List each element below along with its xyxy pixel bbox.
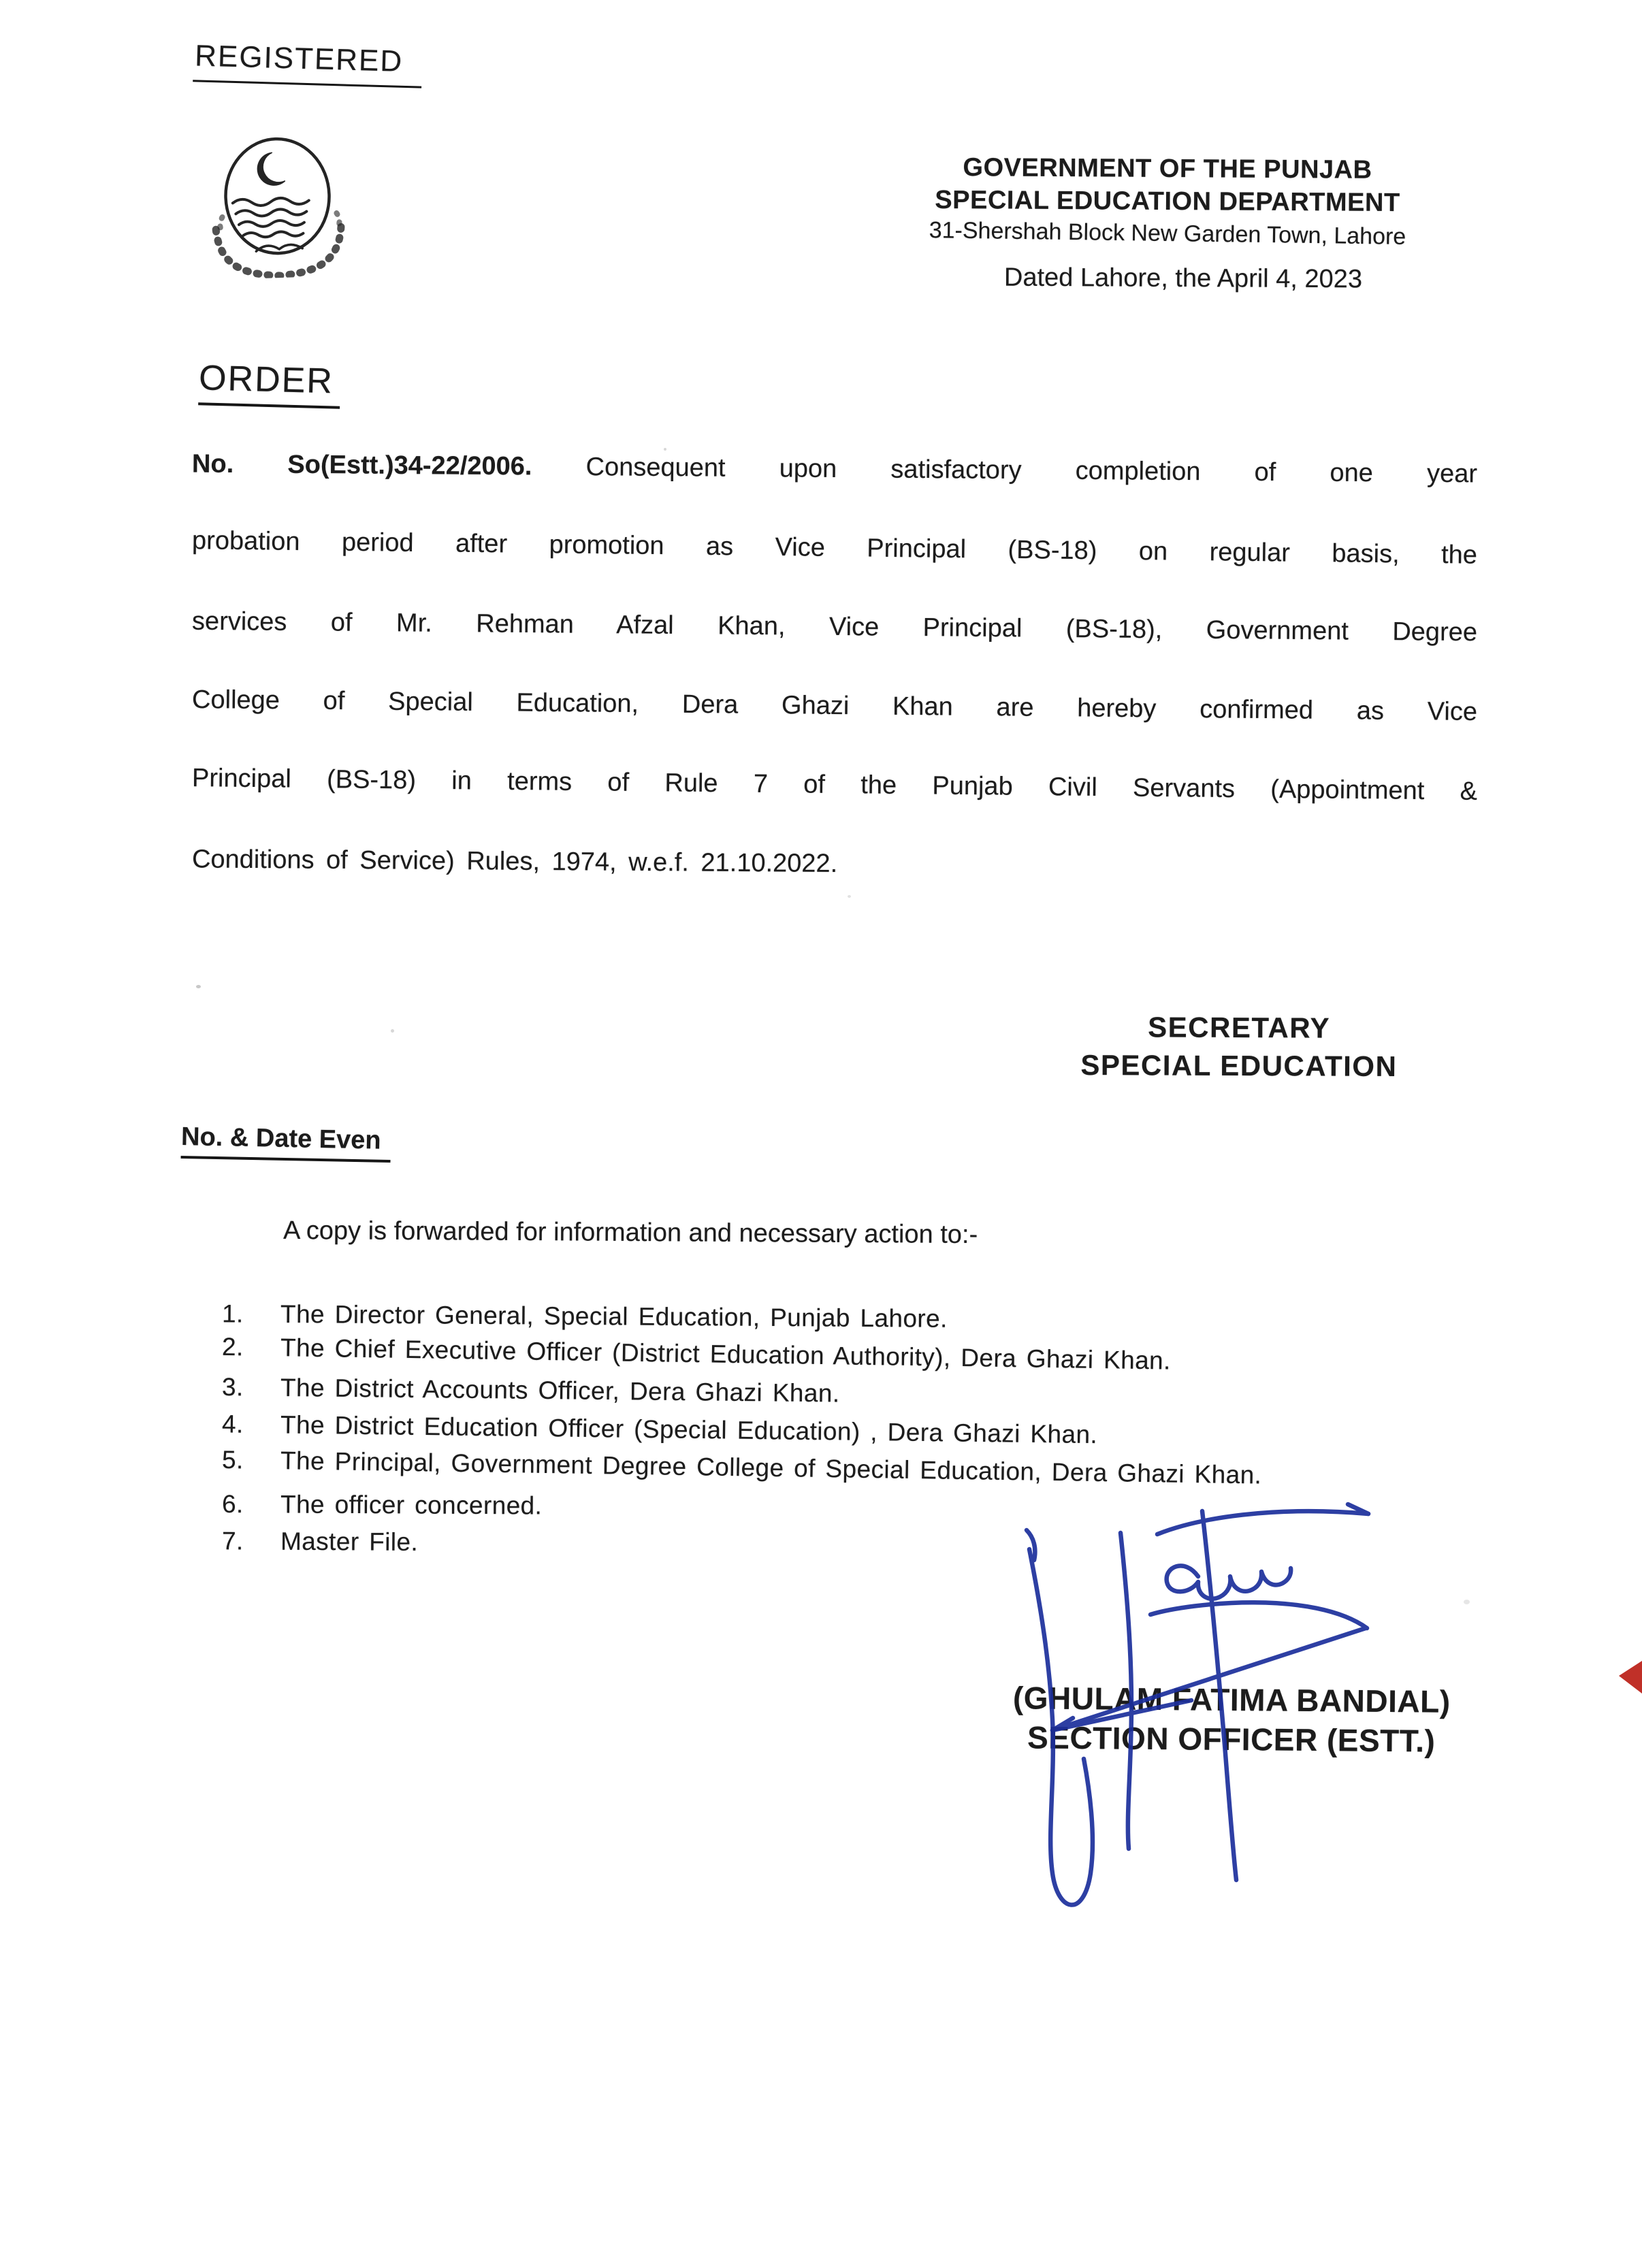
cc-item	[222, 1446, 1515, 1493]
letterhead	[844, 152, 1491, 293]
order-paragraph-line: Conditions of Service) Rules, 1974, w.e.f. 21.10.2022.	[191, 845, 838, 879]
cc-item-number: 7.	[221, 1527, 244, 1555]
order-paragraph-line: Principal (BS-18) in terms of Rule 7 of the Punjab Civil Servants (Appointment &	[191, 764, 1478, 806]
cc-item-text: Master File.	[280, 1527, 419, 1556]
date-line: Dated Lahore, the April 4, 2023	[1003, 263, 1363, 294]
signoff-block	[1062, 1008, 1416, 1086]
order-paragraph-line: College of Special Education, Dera Ghazi Khan are hereby confirmed as Vice	[191, 685, 1478, 727]
signer-block	[963, 1678, 1501, 1762]
cc-item-number: 4.	[221, 1410, 244, 1438]
signoff-title: SECRETARY	[1148, 1011, 1331, 1044]
signoff-department: SPECIAL EDUCATION	[1080, 1048, 1398, 1083]
cc-item	[222, 1410, 1515, 1454]
cc-item-text: The Chief Executive Officer (District Education Authority), Dera Ghazi Khan.	[280, 1333, 1172, 1375]
registered-stamp: REGISTERED	[193, 39, 423, 88]
punjab-crest-icon	[195, 131, 363, 280]
org-address: 31-Shershah Block New Garden Town, Lahore	[929, 217, 1406, 250]
cc-item-text: The Director General, Special Education, Punjab Lahore.	[280, 1299, 948, 1333]
order-paragraph-line: services of Mr. Rehman Afzal Khan, Vice Principal (BS-18), Government Degree	[191, 606, 1478, 647]
cc-item-number: 2.	[221, 1332, 244, 1361]
scan-speckle	[1464, 1600, 1470, 1604]
scan-speckle	[196, 985, 201, 988]
cc-item	[222, 1490, 1515, 1525]
cc-item-number: 6.	[221, 1490, 244, 1519]
ref-even-heading: No. & Date Even	[181, 1122, 391, 1163]
scan-speckle	[664, 448, 666, 451]
cc-item	[222, 1527, 1515, 1564]
cc-item-text: The Principal, Government Degree College of Special Education, Dera Ghazi Khan.	[280, 1446, 1262, 1489]
cc-item-number: 1.	[221, 1299, 244, 1328]
cc-intro: A copy is forwarded for information and necessary action to:-	[283, 1216, 978, 1250]
order-heading: ORDER	[198, 357, 341, 408]
signer-title: SECTION OFFICER (ESTT.)	[1027, 1719, 1436, 1759]
cc-item-number: 5.	[221, 1445, 244, 1474]
cc-item	[222, 1299, 1515, 1337]
cc-item	[222, 1373, 1515, 1415]
cc-item-number: 3.	[221, 1373, 244, 1402]
order-ref-number: No. So(Estt.)34-22/2006.	[191, 449, 532, 481]
order-paragraph-line	[192, 447, 1477, 491]
scan-speckle	[391, 1029, 394, 1033]
org-name-line1: GOVERNMENT OF THE PUNJAB	[963, 153, 1372, 184]
order-line1-rest: Consequent upon satisfactory completion of one year	[585, 453, 1478, 489]
scan-speckle	[848, 895, 851, 898]
signer-name: (GHULAM FATIMA BANDIAL)	[1012, 1680, 1451, 1719]
cc-item-text: The District Education Officer (Special Education) , Dera Ghazi Khan.	[280, 1410, 1098, 1449]
cc-item-text: The District Accounts Officer, Dera Ghazi Khan.	[280, 1373, 840, 1408]
cc-item-text: The officer concerned.	[280, 1490, 543, 1520]
cc-item	[222, 1333, 1515, 1380]
order-paragraph-line: probation period after promotion as Vice Principal (BS-18) on regular basis, the	[191, 526, 1478, 570]
org-name-line2: SPECIAL EDUCATION DEPARTMENT	[935, 185, 1400, 218]
red-edge-mark	[1619, 1661, 1642, 1694]
